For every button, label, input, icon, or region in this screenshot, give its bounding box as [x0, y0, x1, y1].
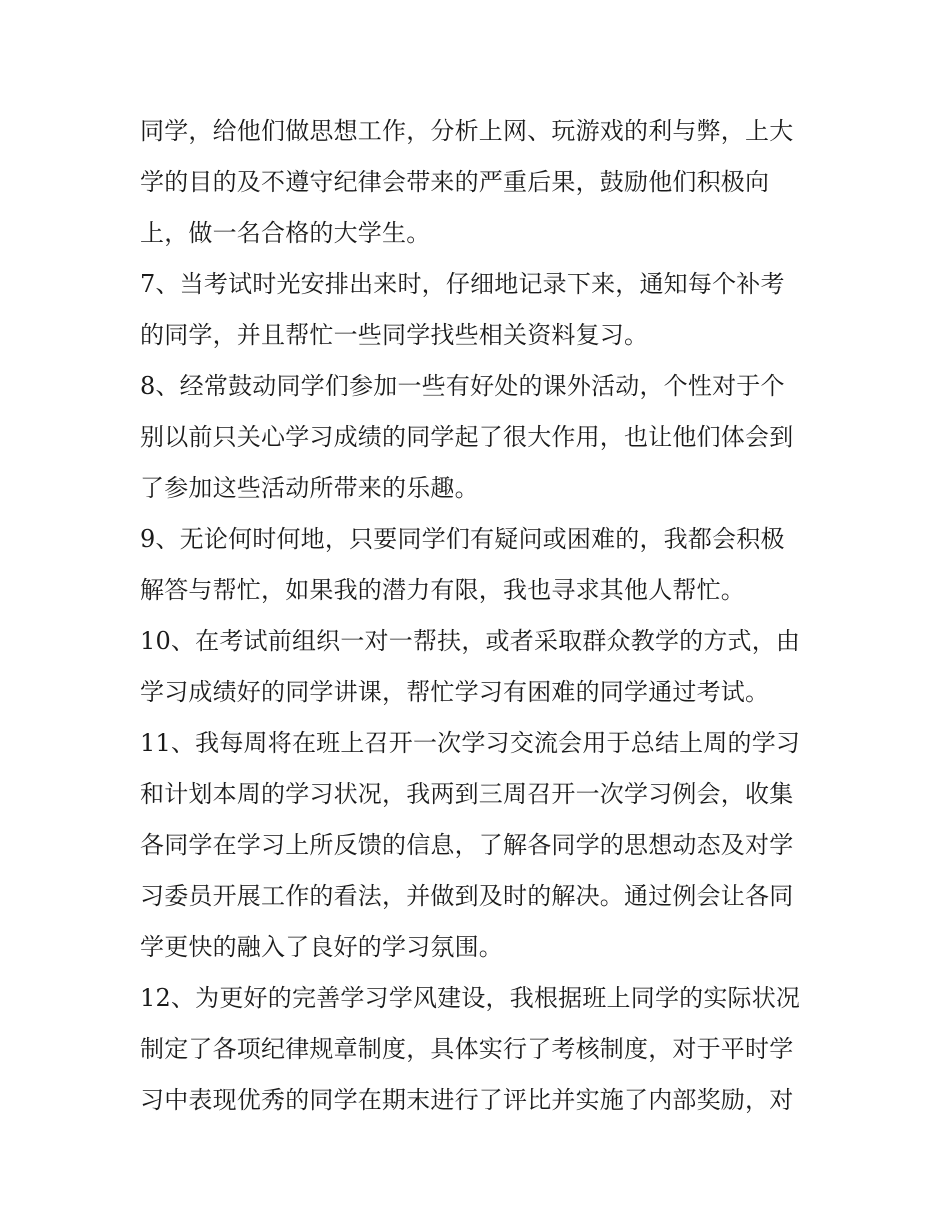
text-line: 各同学在学习上所反馈的信息，了解各同学的思想动态及对学 — [140, 831, 794, 859]
text-line: 学习成绩好的同学讲课，帮忙学习有困难的同学通过考试。 — [140, 678, 770, 706]
text-line: 学更快的融入了良好的学习氛围。 — [140, 933, 503, 961]
text-line: 的同学，并且帮忙一些同学找些相关资料复习。 — [140, 321, 649, 349]
text-line: 了参加这些活动所带来的乐趣。 — [140, 474, 479, 502]
text-line: 12、为更好的完善学习学风建设，我根据班上同学的实际状况 — [140, 984, 801, 1012]
text-line: 同学，给他们做思想工作，分析上网、玩游戏的利与弊，上大 — [140, 117, 794, 145]
text-line: 10、在考试前组织一对一帮扶，或者采取群众教学的方式，由 — [140, 627, 801, 655]
text-line: 别以前只关心学习成绩的同学起了很大作用，也让他们体会到 — [140, 423, 794, 451]
text-line: 习中表现优秀的同学在期末进行了评比并实施了内部奖励，对 — [140, 1086, 794, 1114]
text-line: 9、无论何时何地，只要同学们有疑问或困难的，我都会积极 — [140, 525, 785, 553]
text-line: 7、当考试时光安排出来时，仔细地记录下来，通知每个补考 — [140, 270, 785, 298]
text-line: 8、经常鼓动同学们参加一些有好处的课外活动，个性对于个 — [140, 372, 785, 400]
text-line: 和计划本周的学习状况，我两到三周召开一次学习例会，收集 — [140, 780, 794, 808]
text-line: 制定了各项纪律规章制度，具体实行了考核制度，对于平时学 — [140, 1035, 794, 1063]
document-body — [140, 106, 820, 1126]
text-line: 11、我每周将在班上召开一次学习交流会用于总结上周的学习 — [140, 729, 801, 757]
text-line: 学的目的及不遵守纪律会带来的严重后果，鼓励他们积极向 — [140, 168, 770, 196]
text-line: 上，做一名合格的大学生。 — [140, 219, 431, 247]
text-line: 解答与帮忙，如果我的潜力有限，我也寻求其他人帮忙。 — [140, 576, 745, 604]
text-line: 习委员开展工作的看法，并做到及时的解决。通过例会让各同 — [140, 882, 794, 910]
